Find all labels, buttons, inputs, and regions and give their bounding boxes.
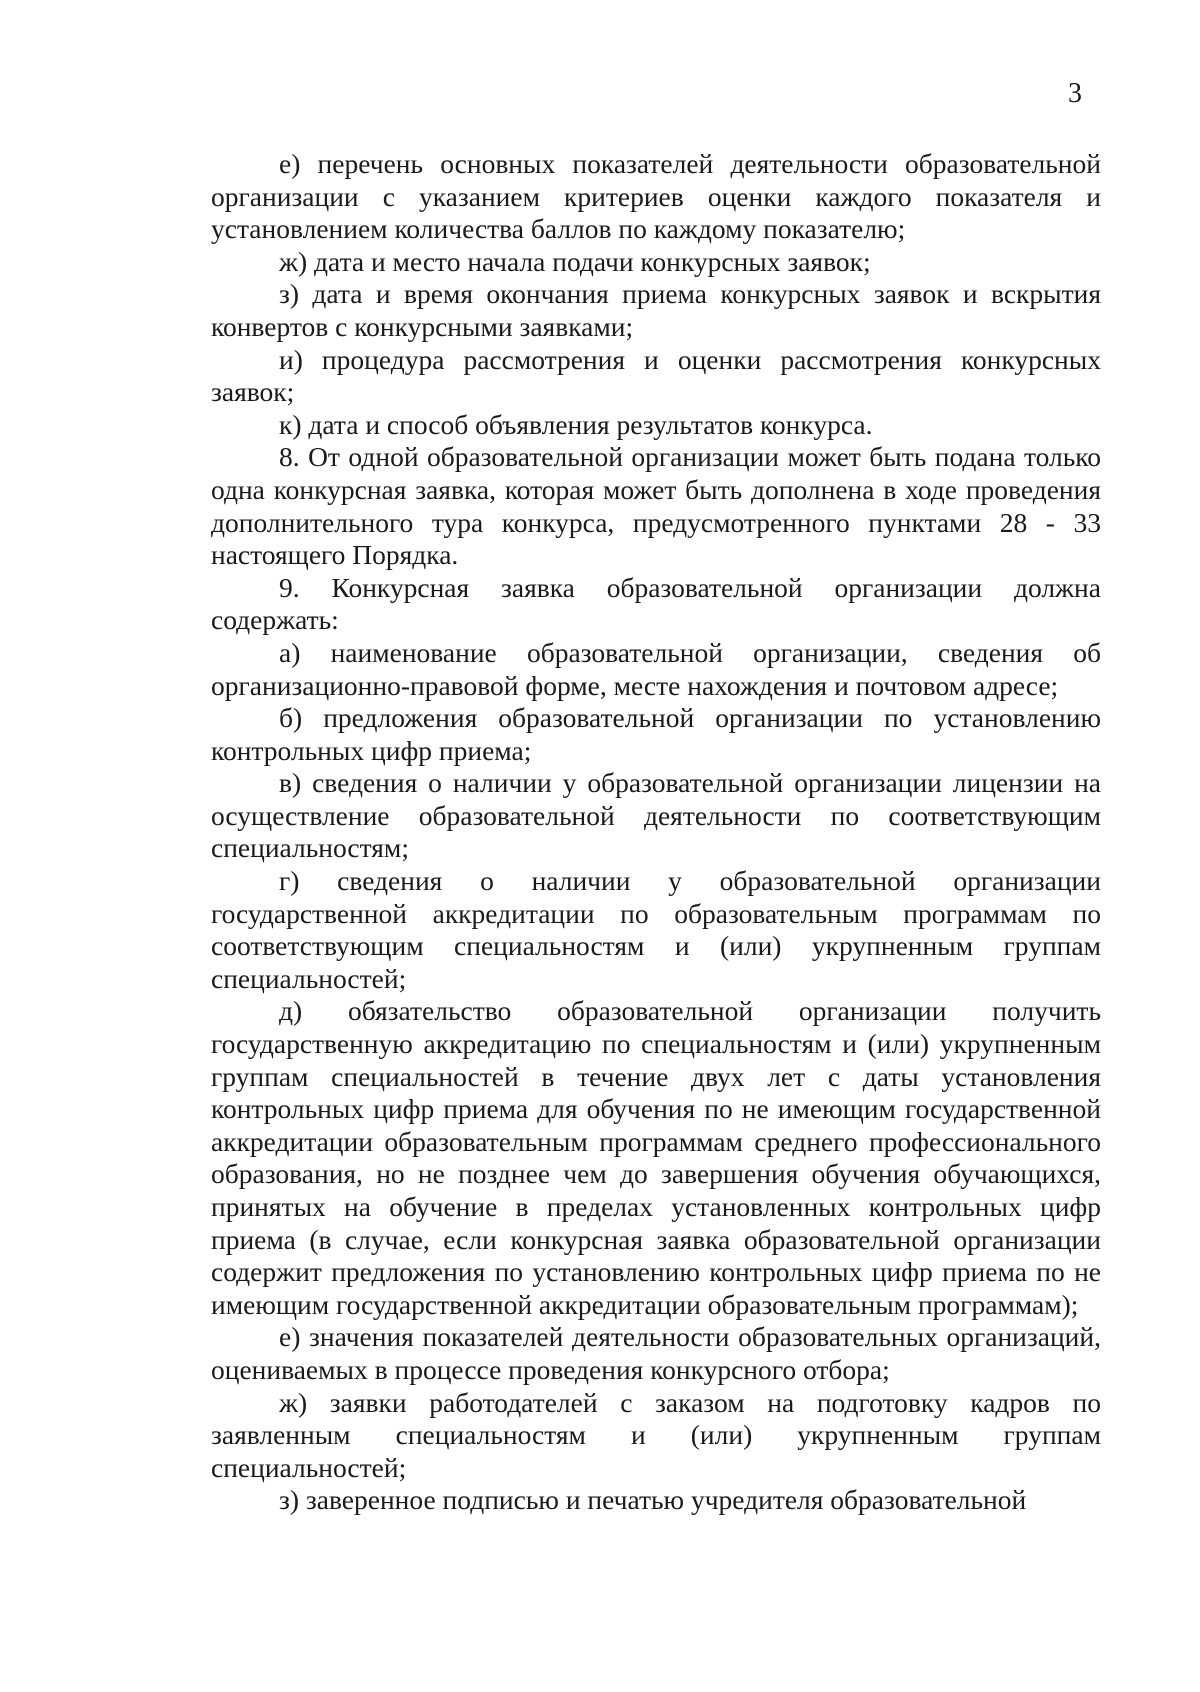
paragraph-clause-9: 9. Конкурсная заявка образовательной организации должна содержать: <box>211 571 1101 636</box>
paragraph-item-e-indicator-values: е) значения показателей деятельности образовательных организаций, оцениваемых в процессе проведения конкурсного отбора; <box>211 1321 1101 1385</box>
paragraph-item-k-results-announcement: к) дата и способ объявления результатов конкурса. <box>279 408 873 440</box>
paragraph-item-v-license: в) сведения о наличии у образовательной организации лицензии на осуществление образовательной деятельности по соответствующим специальностям; <box>211 767 1101 864</box>
paragraph-item-e-indicators-list: е) перечень основных показателей деятельности образовательной организации с указанием критериев оценки каждого показателя и установлением количества баллов по каждому показателю; <box>211 148 1101 245</box>
paragraph-item-a-name: а) наименование образовательной организации, сведения об организационно-правовой форме, месте нахождения и почтовом адресе; <box>211 636 1101 701</box>
paragraph-item-g-accreditation: г) сведения о наличии у образовательной организации государственной аккредитации по образовательным программам по соответствующим специальностям и (или) укрупненным группам специальностей; <box>211 865 1101 994</box>
paragraph-item-z-end-date: з) дата и время окончания приема конкурсных заявок и вскрытия конвертов с конкурсными заявками; <box>211 278 1101 342</box>
paragraph-item-zh-employer-requests: ж) заявки работодателей с заказом на подготовку кадров по заявленным специальностям и (или) укрупненным группам специальностей; <box>211 1386 1101 1483</box>
page-number: 3 <box>1068 78 1082 109</box>
paragraph-item-i-review-procedure: и) процедура рассмотрения и оценки рассмотрения конкурсных заявок; <box>211 343 1101 408</box>
paragraph-clause-8: 8. От одной образовательной организации может быть подана только одна конкурсная заявка, которая может быть дополнена в ходе проведения дополнительного тура конкурса, предусмотренного пунктами 28 - 33 настоящего Порядка. <box>211 441 1101 571</box>
paragraph-item-b-proposals: б) предложения образовательной организации по установлению контрольных цифр приема; <box>211 702 1101 766</box>
document-body <box>211 148 1101 1517</box>
paragraph-item-zh-start-date: ж) дата и место начала подачи конкурсных заявок; <box>279 245 871 277</box>
paragraph-item-z-certified: з) заверенное подписью и печатью учредителя образовательной <box>279 1484 1027 1516</box>
paragraph-item-d-obligation: д) обязательство образовательной организации получить государственную аккредитацию по специальностям и (или) укрупненным группам специальностей в течение двух лет с даты установления контрольных цифр приема для обучения по не имеющим государственной аккредитации образовательным программам среднего профессионального образования, но не позднее чем до завершения обучения обучающихся, принятых на обучение в пределах установленных контрольных цифр приема (в случае, если конкурсная заявка образовательной организации содержит предложения по установлению контрольных цифр приема по не имеющим государственной аккредитации образовательным программам); <box>211 995 1101 1320</box>
